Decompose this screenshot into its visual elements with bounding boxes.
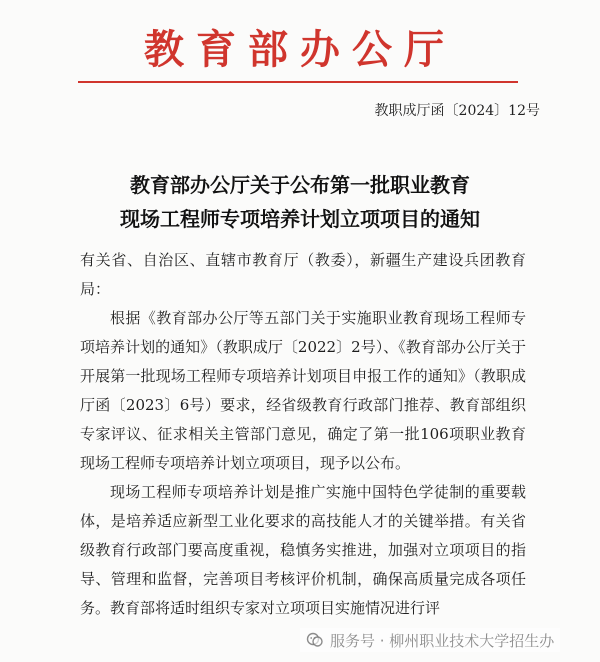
red-header-divider — [78, 81, 518, 83]
account-watermark — [300, 628, 560, 652]
issuer-header: 教育部办公厅 — [144, 26, 456, 73]
document-title — [60, 168, 540, 236]
title-line-2: 现场工程师专项培养计划立项项目的通知 — [120, 207, 480, 231]
document-body — [80, 246, 526, 623]
addressee-line: 有关省、自治区、直辖市教育厅（教委），新疆生产建设兵团教育局： — [80, 251, 526, 298]
title-line-1: 教育部办公厅关于公布第一批职业教育 — [130, 173, 470, 197]
document-number: 教职成厅函〔2024〕12号 — [374, 103, 540, 119]
watermark-text: 服务号 · 柳州职业技术大学招生办 — [330, 631, 555, 650]
body-paragraph-1: 根据《教育部办公厅等五部门关于实施职业教育现场工程师专项培养计划的通知》（教职成厅〔2022〕2号）、《教育部办公厅关于开展第一批现场工程师专项培养计划项目申报工作的通知》（教职成厅函〔2023〕6号）要求，经省级教育行政部门推荐、教育部组织专家评议、征求相关主管部门意见，确定了第一批106项职业教育现场工程师专项培养计划立项项目，现予以公布。 — [80, 309, 526, 472]
wechat-service-icon — [306, 631, 324, 649]
body-paragraph-2: 现场工程师专项培养计划是推广实施中国特色学徒制的重要载体，是培养适应新型工业化要求的高技能人才的关键举措。有关省级教育行政部门要高度重视，稳慎务实推进，加强对立项项目的指导、管理和监督，完善项目考核评价机制，确保高质量完成各项任务。教育部将适时组织专家对立项项目实施情况进行评 — [80, 483, 526, 617]
